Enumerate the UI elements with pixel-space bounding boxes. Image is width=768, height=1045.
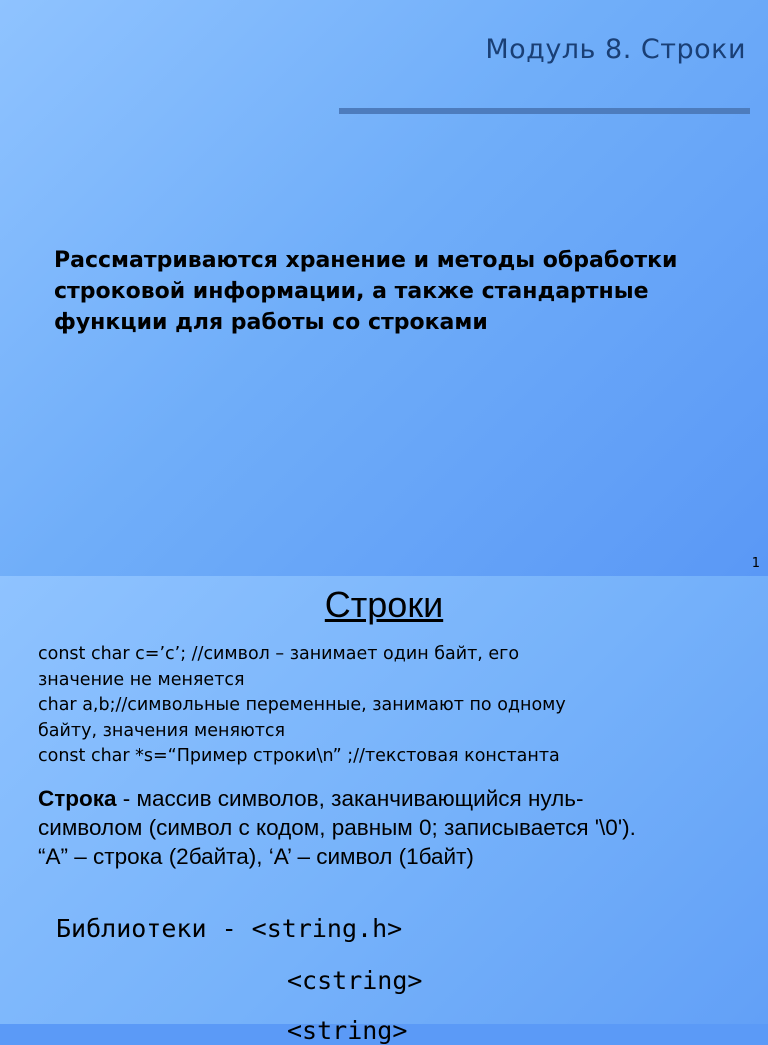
code-examples [38,642,738,770]
definition-text: - массив символов, заканчивающийся нуль- [116,786,584,811]
string-definition [38,784,758,871]
page-number: 1 [751,556,760,571]
code-line: байту, значения меняются [38,720,286,741]
code-line: значение не меняется [38,669,245,690]
code-line: const char *s=“Пример строки\n” ;//текстовая константа [38,746,560,766]
code-line: char a,b;//символьные переменные, занимают по одному [38,695,566,715]
definition-term: Строка [38,786,117,811]
slide-2 [0,576,768,1045]
code-line: const char c=’c’; //символ – занимает один байт, его [38,644,520,664]
library-string: <string> [287,1016,408,1045]
libraries-line: Библиотеки - <string.h> [56,914,403,943]
library-cstring: <cstring> [287,966,423,995]
slide-1-title: Модуль 8. Строки [485,34,746,65]
title-underline-rule [339,108,750,114]
definition-text: символом (символ с кодом, равным 0; записывается '\0'). [38,815,636,840]
slide-1-body-text: Рассматриваются хранение и методы обработки строковой информации, а также стандартные функции для работы со строками [54,248,678,335]
definition-example: “A” – строка (2байта), ‘A’ – символ (1байт) [38,844,474,869]
slide-2-title: Строки [324,584,444,625]
